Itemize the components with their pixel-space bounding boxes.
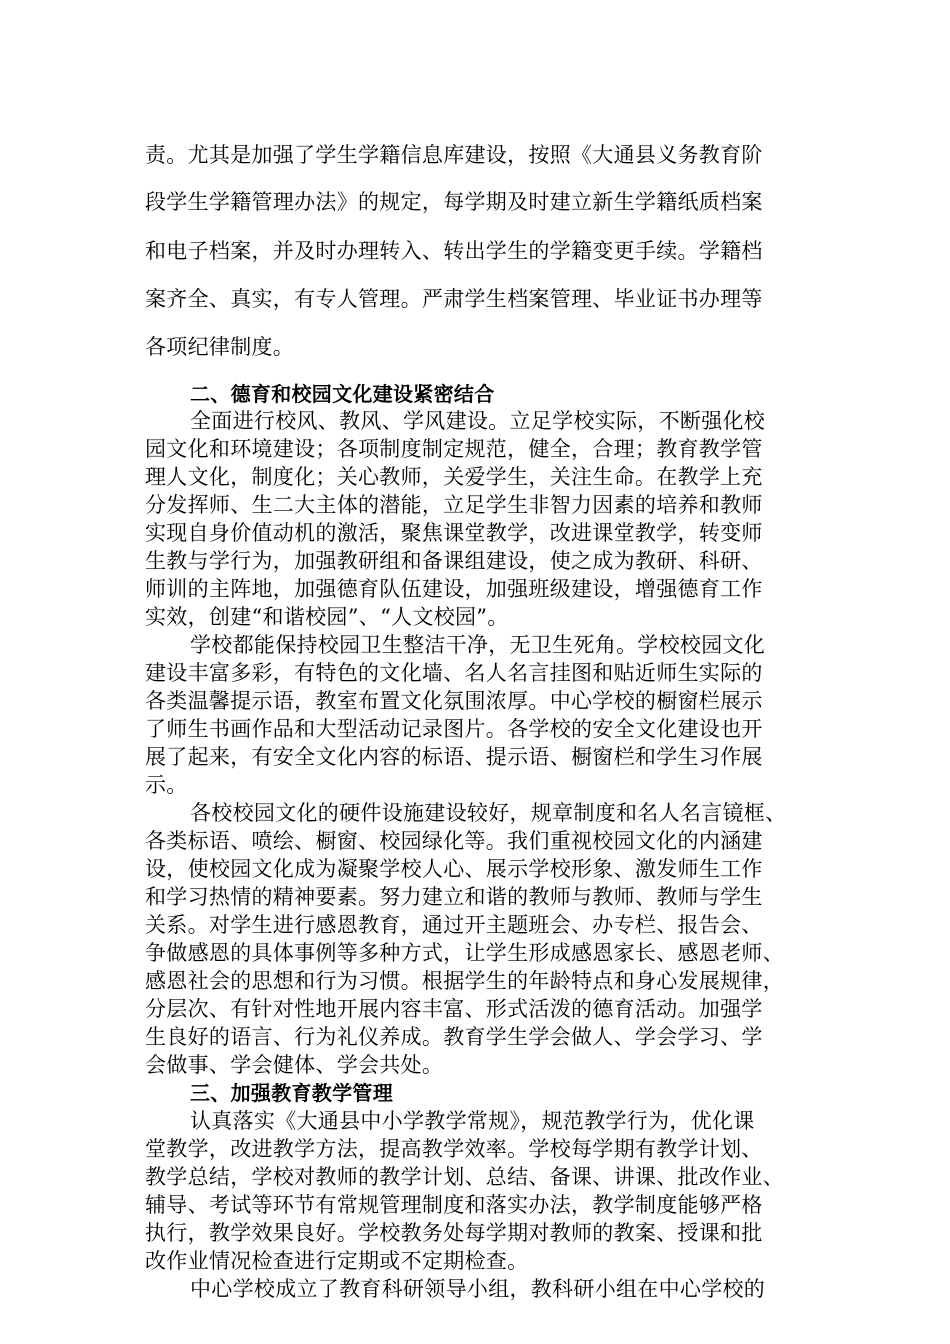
text-line: 园文化和环境建设；各项制度制定规范，健全，合理；教育教学管 (145, 437, 763, 461)
text-line: 争做感恩的具体事例等多种方式，让学生形成感恩家长、感恩老师、 (145, 941, 784, 965)
text-line: 各类标语、喷绘、橱窗、校园绿化等。我们重视校园文化的内涵建 (145, 829, 763, 853)
text-line: 分层次、有针对性地开展内容丰富、形式活泼的德育活动。加强学 (145, 997, 763, 1021)
text-line: 辅导、考试等环节有常规管理制度和落实办法，教学制度能够严格 (145, 1193, 763, 1217)
paragraph-first-line: 学校都能保持校园卫生整洁干净，无卫生死角。学校校园文化 (190, 633, 766, 657)
text-line: 各类温馨提示语，教室布置文化氛围浓厚。中心学校的橱窗栏展示 (145, 689, 763, 713)
text-line: 分发挥师、生二大主体的潜能，立足学生非智力因素的培养和教师 (145, 493, 763, 517)
text-line: 示。 (145, 773, 188, 797)
text-line: 案齐全、真实，有专人管理。严肃学生档案管理、毕业证书办理等 (145, 287, 763, 311)
paragraph-first-line: 中心学校成立了教育科研领导小组，教科研小组在中心学校的 (190, 1277, 766, 1301)
text-line: 和电子档案，并及时办理转入、转出学生的学籍变更手续。学籍档 (145, 239, 763, 263)
text-line: 理人文化，制度化；关心教师，关爱学生，关注生命。在教学上充 (145, 465, 763, 489)
text-line: 师训的主阵地，加强德育队伍建设，加强班级建设，增强德育工作 (145, 577, 763, 601)
text-line: 实现自身价值动机的激活，聚焦课堂教学，改进课堂教学，转变师 (145, 521, 763, 545)
text-line: 感恩社会的思想和行为习惯。根据学生的年龄特点和身心发展规律， (145, 969, 784, 993)
text-line: 和学习热情的精神要素。努力建立和谐的教师与教师、教师与学生 (145, 885, 763, 909)
text-line: 生教与学行为，加强教研组和备课组建设，使之成为教研、科研、 (145, 549, 763, 573)
text-line: 关系。对学生进行感恩教育，通过开主题班会、办专栏、报告会、 (145, 913, 763, 937)
text-line: 改作业情况检查进行定期或不定期检查。 (145, 1249, 529, 1273)
paragraph-first-line: 各校校园文化的硬件设施建设较好，规章制度和名人名言镜框、 (190, 801, 787, 825)
text-line: 教学总结，学校对教师的教学计划、总结、备课、讲课、批改作业、 (145, 1165, 784, 1189)
text-line: 执行，教学效果良好。学校教务处每学期对教师的教案、授课和批 (145, 1221, 763, 1245)
text-line: 段学生学籍管理办法》的规定，每学期及时建立新生学籍纸质档案 (145, 190, 763, 214)
text-line: 设，使校园文化成为凝聚学校人心、展示学校形象、激发师生工作 (145, 857, 763, 881)
text-line: 会做事、学会健体、学会共处。 (145, 1053, 444, 1077)
paragraph-first-line: 认真落实《大通县中小学教学常规》，规范教学行为，优化课 (190, 1109, 755, 1133)
text-line: 各项纪律制度。 (145, 335, 295, 359)
section-heading: 二、德育和校园文化建设紧密结合 (190, 382, 495, 406)
text-line: 了师生书画作品和大型活动记录图片。各学校的安全文化建设也开 (145, 717, 763, 741)
text-line: 堂教学，改进教学方法，提高教学效率。学校每学期有教学计划、 (145, 1137, 763, 1161)
text-line: 实效，创建“和谐校园”、“人文校园”。 (145, 605, 509, 629)
text-line: 生良好的语言、行为礼仪养成。教育学生学会做人、学会学习、学 (145, 1025, 763, 1049)
text-line: 建设丰富多彩，有特色的文化墙、名人名言挂图和贴近师生实际的 (145, 661, 763, 685)
section-heading: 三、加强教育教学管理 (190, 1081, 393, 1105)
paragraph-first-line: 全面进行校风、教风、学风建设。立足学校实际，不断强化校 (190, 409, 766, 433)
text-line: 展了起来，有安全文化内容的标语、提示语、橱窗栏和学生习作展 (145, 745, 763, 769)
text-line: 责。尤其是加强了学生学籍信息库建设，按照《大通县义务教育阶 (145, 143, 763, 167)
